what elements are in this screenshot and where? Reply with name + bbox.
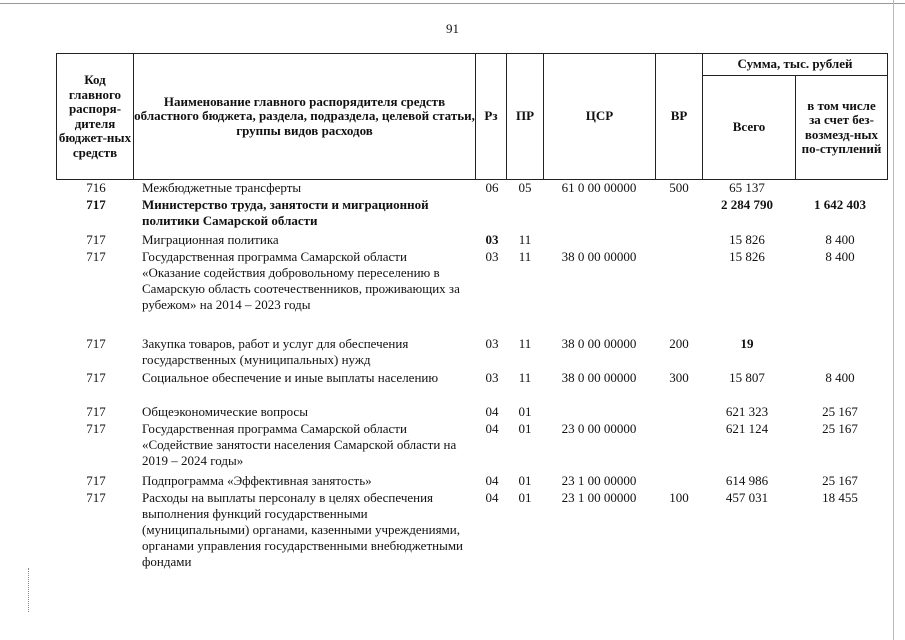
cell-name: Общеэкономические вопросы (142, 404, 308, 419)
cell-name: Межбюджетные трансферты (142, 180, 302, 195)
cell-vr: 100 (669, 490, 689, 505)
cell-csr: 38 0 00 00000 (561, 336, 637, 351)
scan-artifact (28, 568, 31, 612)
cell-csr: 23 0 00 00000 (561, 421, 637, 436)
cell-rz: 04 (485, 473, 499, 488)
header-vtch: в том числе за счет без-возмезд-ных по-ступлений (795, 75, 888, 180)
cell-rz: 04 (485, 421, 499, 436)
cell-vtch: 18 455 (822, 490, 858, 505)
cell-csr: 23 1 00 00000 (561, 490, 637, 505)
cell-vsego: 621 124 (725, 421, 769, 436)
cell-pr: 11 (518, 232, 532, 247)
cell-vsego: 65 137 (729, 180, 765, 195)
page-number: 91 (446, 21, 459, 36)
cell-rz: 03 (485, 249, 499, 264)
header-rz: Рз (475, 53, 507, 180)
cell-pr: 11 (518, 249, 532, 264)
cell-pr: 01 (518, 421, 532, 436)
header-csr: ЦСР (543, 53, 656, 180)
cell-name: Подпрограмма «Эффективная занятость» (142, 473, 372, 488)
header-vr: ВР (655, 53, 703, 180)
cell-vtch: 25 167 (822, 404, 858, 419)
cell-rz: 03 (485, 370, 499, 385)
cell-csr: 61 0 00 00000 (561, 180, 637, 195)
cell-vtch: 8 400 (825, 249, 855, 264)
cell-vsego: 15 826 (729, 232, 765, 247)
cell-pr: 01 (518, 473, 532, 488)
cell-name: Министерство труда, занятости и миграционной политики Самарской области (142, 197, 429, 228)
cell-vtch: 8 400 (825, 232, 855, 247)
cell-vsego: 19 (740, 336, 754, 351)
cell-kod: 717 (86, 370, 106, 385)
cell-vsego: 621 323 (725, 404, 769, 419)
cell-vtch: 25 167 (822, 421, 858, 436)
cell-vr: 300 (669, 370, 689, 385)
cell-vtch: 25 167 (822, 473, 858, 488)
cell-vsego: 2 284 790 (721, 197, 773, 212)
scan-right-border (893, 0, 894, 640)
cell-rz: 06 (485, 180, 499, 195)
cell-csr: 23 1 00 00000 (561, 473, 637, 488)
cell-kod: 716 (86, 180, 106, 195)
cell-rz: 04 (485, 404, 499, 419)
cell-rz: 03 (485, 336, 499, 351)
cell-csr: 38 0 00 00000 (561, 249, 637, 264)
header-name: Наименование главного распорядителя средств областного бюджета, раздела, подраздела, целевой статьи, группы видов расходов (133, 53, 476, 180)
cell-rz: 03 (485, 232, 499, 247)
cell-pr: 01 (518, 490, 532, 505)
cell-name: Миграционная политика (142, 232, 279, 247)
header-kod: Код главного распоря-дителя бюджет-ных средств (56, 53, 134, 180)
cell-name: Расходы на выплаты персоналу в целях обеспечения выполнения функций государственными (муниципальными) органами, казенными учреждениями, органами управления государственными внебюджетными фондами (142, 490, 464, 569)
cell-vsego: 15 826 (729, 249, 765, 264)
cell-name: Социальное обеспечение и иные выплаты населению (142, 370, 439, 385)
header-summa: Сумма, тыс. рублей (702, 53, 888, 76)
cell-vsego: 15 807 (729, 370, 765, 385)
scan-top-border (0, 3, 905, 4)
cell-rz: 04 (485, 490, 499, 505)
cell-kod: 717 (86, 197, 106, 212)
cell-pr: 01 (518, 404, 532, 419)
cell-kod: 717 (86, 490, 106, 505)
cell-vtch: 8 400 (825, 370, 855, 385)
cell-vsego: 614 986 (725, 473, 769, 488)
cell-pr: 11 (518, 370, 532, 385)
cell-kod: 717 (86, 473, 106, 488)
cell-name: Государственная программа Самарской области «Оказание содействия добровольному переселению в Самарскую область соотечественников, проживающих за рубежом» на 2014 – 2023 годы (142, 249, 460, 312)
header-pr: ПР (506, 53, 544, 180)
cell-kod: 717 (86, 404, 106, 419)
cell-vtch: 1 642 403 (814, 197, 866, 212)
cell-kod: 717 (86, 421, 106, 436)
cell-kod: 717 (86, 232, 106, 247)
cell-pr: 05 (518, 180, 532, 195)
cell-vr: 200 (669, 336, 689, 351)
cell-vr: 500 (669, 180, 689, 195)
cell-vsego: 457 031 (725, 490, 769, 505)
cell-name: Государственная программа Самарской области «Содействие занятости населения Самарской области на 2019 – 2024 годы» (142, 421, 457, 468)
cell-csr: 38 0 00 00000 (561, 370, 637, 385)
cell-name: Закупка товаров, работ и услуг для обеспечения государственных (муниципальных) нужд (142, 336, 409, 367)
cell-kod: 717 (86, 336, 106, 351)
header-vsego: Всего (702, 75, 796, 180)
cell-kod: 717 (86, 249, 106, 264)
cell-pr: 11 (518, 336, 532, 351)
